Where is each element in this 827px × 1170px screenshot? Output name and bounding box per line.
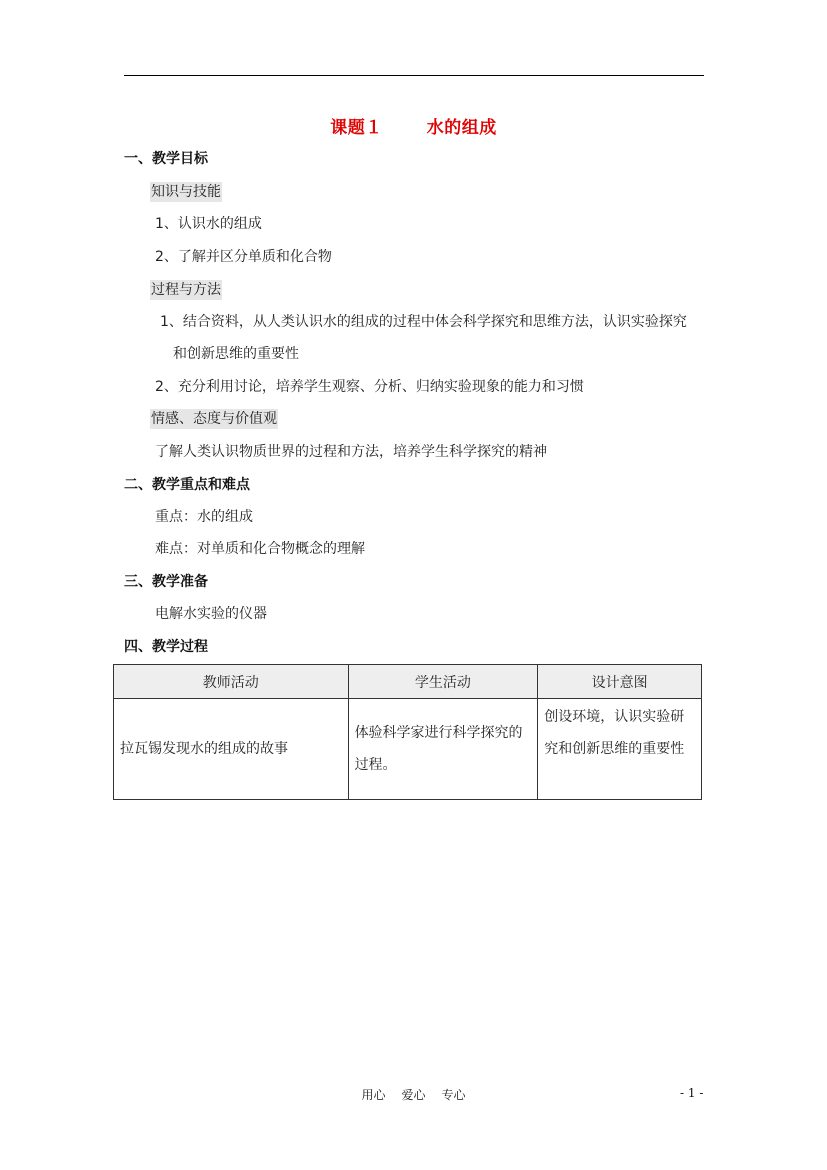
header-design-intent: 设计意图 [538, 665, 702, 699]
teaching-process-table [113, 664, 702, 800]
difficulty-point: 难点：对单质和化合物概念的理解 [155, 541, 365, 557]
attitude-label: 情感、态度与价值观 [151, 411, 277, 427]
page-number: - 1 - [680, 1086, 704, 1100]
knowledge-label: 知识与技能 [151, 184, 221, 200]
attitude-text: 了解人类认识物质世界的过程和方法，培养学生科学探究的精神 [155, 444, 547, 460]
header-rule [124, 75, 704, 76]
table-row [114, 699, 702, 800]
process-item-1-line-1: 1、结合资料，从人类认识水的组成的过程中体会科学探究和思维方法，认识实验探究 [160, 314, 687, 330]
title-part-1: 课题１ [330, 118, 383, 138]
process-label: 过程与方法 [151, 282, 221, 298]
process-item-2: 2、充分利用讨论，培养学生观察、分析、归纳实验现象的能力和习惯 [155, 379, 584, 395]
preparation-text: 电解水实验的仪器 [155, 606, 267, 622]
process-item-1-line-2: 和创新思维的重要性 [173, 346, 299, 362]
cell-student-activity: 体验科学家进行科学探究的过程。 [348, 699, 538, 800]
footer-item: 专心 [441, 1088, 466, 1102]
title-part-2: 水的组成 [426, 118, 497, 138]
section-4-heading: 四、教学过程 [124, 639, 208, 655]
section-1-heading: 一、教学目标 [124, 151, 208, 167]
knowledge-item-1: 1、认识水的组成 [155, 216, 262, 232]
footer-item: 用心 [361, 1088, 386, 1102]
header-teacher-activity: 教师活动 [114, 665, 349, 699]
page-title [0, 113, 827, 138]
section-2-heading: 二、教学重点和难点 [124, 477, 250, 493]
knowledge-item-2: 2、了解并区分单质和化合物 [155, 249, 332, 265]
table-header-row [114, 665, 702, 699]
key-point: 重点：水的组成 [155, 509, 253, 525]
cell-teacher-activity: 拉瓦锡发现水的组成的故事 [114, 699, 349, 800]
footer-item: 爱心 [401, 1088, 426, 1102]
section-3-heading: 三、教学准备 [124, 574, 208, 590]
cell-design-intent: 创设环境，认识实验研究和创新思维的重要性 [538, 699, 702, 800]
header-student-activity: 学生活动 [348, 665, 538, 699]
